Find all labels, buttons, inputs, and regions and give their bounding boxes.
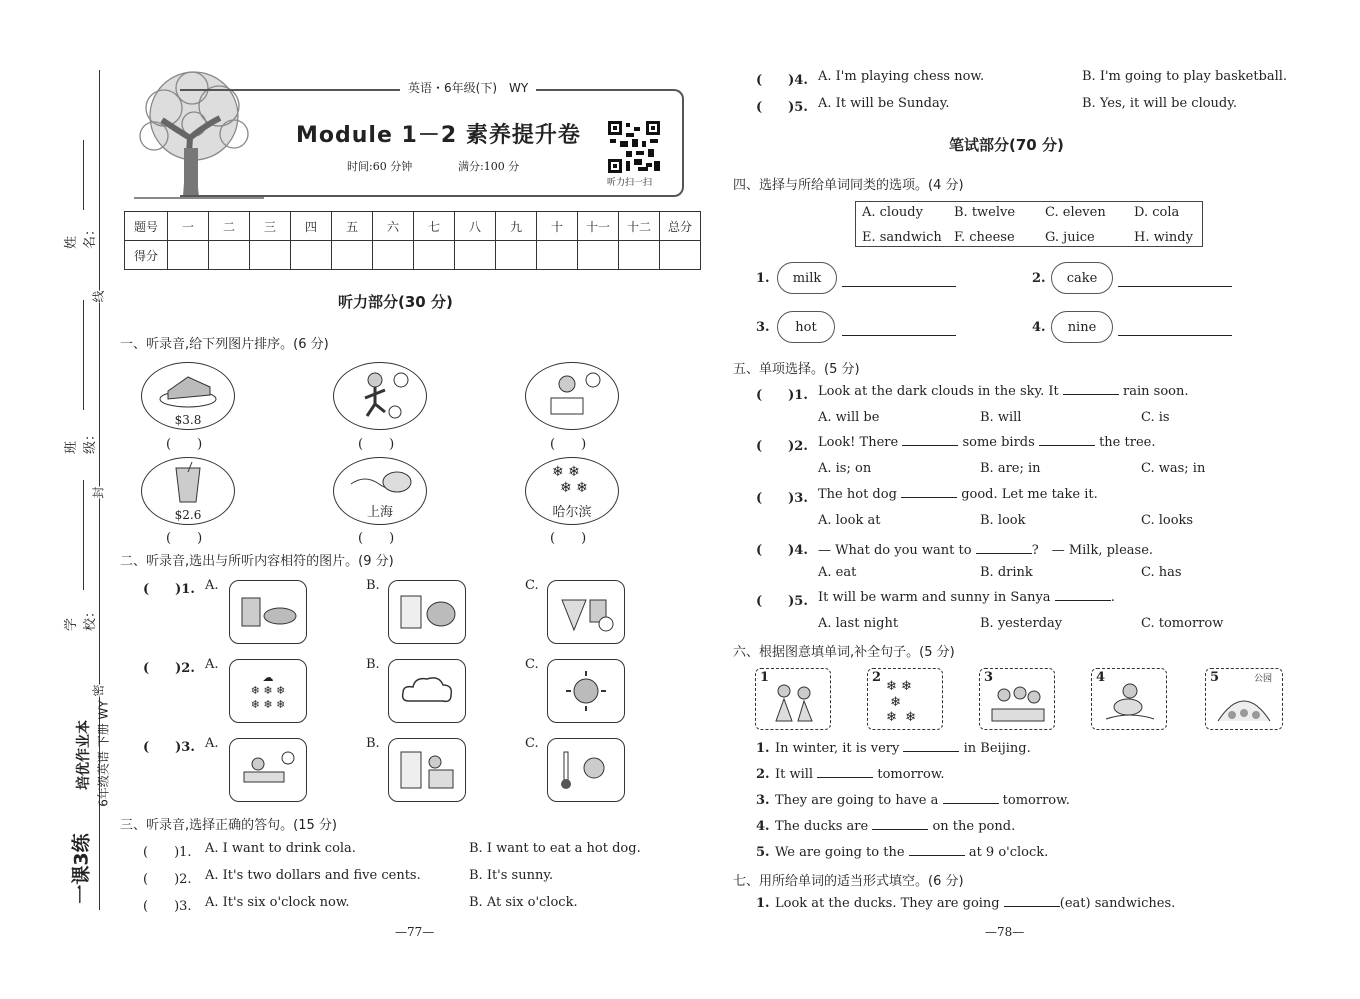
score-cell[interactable] <box>619 241 660 270</box>
choice-b[interactable]: B. yesterday <box>980 616 1063 631</box>
sentence-text: They are going to have a <box>775 793 939 808</box>
oval-shanghai-wind <box>333 457 427 525</box>
order-bracket[interactable]: ( ) <box>166 531 203 546</box>
pic-number: 2 <box>872 670 882 685</box>
choice-c[interactable]: C. is <box>1141 410 1170 425</box>
word-option: A. cloudy <box>862 205 923 220</box>
item-number: 4. <box>756 819 770 834</box>
answer-blank[interactable] <box>1118 286 1232 287</box>
score-cell[interactable] <box>168 241 209 270</box>
sentence-text: The ducks are <box>775 819 869 834</box>
option-b-label: B. <box>366 578 380 593</box>
answer-option-b[interactable]: B. Yes, it will be cloudy. <box>1082 96 1238 111</box>
answer-blank[interactable] <box>943 803 999 804</box>
sentence-text: tomorrow. <box>877 767 945 782</box>
stem-text: — What do you want to <box>818 543 972 558</box>
answer-blank[interactable] <box>1004 906 1060 907</box>
park-label: 公园 <box>1254 674 1273 684</box>
answer-option-a[interactable]: A. I'm playing chess now. <box>818 69 985 84</box>
stem-text: rain soon. <box>1123 384 1189 399</box>
score-col: 五 <box>332 212 373 241</box>
book-title: 培优作业本 <box>76 720 92 790</box>
order-bracket[interactable]: ( ) <box>550 437 587 452</box>
part6-title: 六、根据图意填单词,补全句子。(5 分) <box>733 645 955 660</box>
word-option: B. twelve <box>954 205 1016 220</box>
line-mark: 线 <box>91 290 106 303</box>
choice-a[interactable]: A. eat <box>818 565 857 580</box>
item-number: 3. <box>756 320 770 335</box>
city-label: 上海 <box>366 505 393 520</box>
oval-boy-desk <box>525 362 619 430</box>
pic-girl-hot[interactable] <box>547 738 625 802</box>
score-col: 一 <box>168 212 209 241</box>
part3-title: 三、听录音,选择正确的答句。(15 分) <box>120 818 337 833</box>
pic-milk-hamburger[interactable] <box>388 580 466 644</box>
writing-title: 笔试部分(70 分) <box>949 136 1064 154</box>
school-blank <box>83 480 84 590</box>
score-table-score-row <box>125 241 701 270</box>
pic-duck <box>1091 668 1167 730</box>
stem-text: the tree. <box>1099 435 1156 450</box>
score-col: 九 <box>496 212 537 241</box>
pic-park <box>1205 668 1283 730</box>
answer-blank[interactable] <box>1063 394 1119 395</box>
oval-sandwich <box>141 362 235 430</box>
part7-title: 七、用所给单词的适当形式填空。(6 分) <box>733 874 964 889</box>
school-label: 学校： <box>64 604 98 631</box>
word-option: E. sandwich <box>862 230 942 245</box>
item-number: 3. <box>756 793 770 808</box>
answer-blank[interactable] <box>1039 445 1095 446</box>
book-logo <box>30 700 130 905</box>
item-number: 5. <box>756 845 770 860</box>
answer-blank[interactable] <box>817 777 873 778</box>
pic-cola-hotdog[interactable] <box>229 580 307 644</box>
pic-number: 4 <box>1096 670 1106 685</box>
pic-number: 3 <box>984 670 994 685</box>
listening-title: 听力部分(30 分) <box>338 293 453 311</box>
order-bracket[interactable]: ( ) <box>550 531 587 546</box>
stem-text: . <box>1110 590 1115 605</box>
stem-text: ? — Milk, please. <box>1031 543 1154 558</box>
stem-text: Look! There <box>818 435 899 450</box>
choice-a[interactable]: A. look at <box>818 513 881 528</box>
choice-c[interactable]: C. tomorrow <box>1141 616 1224 631</box>
pic-icecream-juice[interactable] <box>547 580 625 644</box>
word-options-box <box>855 201 1203 247</box>
option-a-label: A. <box>205 736 219 751</box>
qr-code[interactable] <box>608 121 660 173</box>
part1-title: 一、听录音,给下列图片排序。(6 分) <box>120 337 329 352</box>
question-number[interactable]: ( )2. <box>143 872 192 887</box>
snowflake-icon: ❄ ❄ <box>560 480 588 496</box>
question-stem <box>818 590 1115 605</box>
score-cell[interactable] <box>209 241 250 270</box>
score-col: 十一 <box>578 212 619 241</box>
sentence <box>775 896 1175 911</box>
sentence-text: In winter, it is very <box>775 741 900 756</box>
answer-blank[interactable] <box>909 855 965 856</box>
answer-blank[interactable] <box>842 335 956 336</box>
part4-title: 四、选择与所给单词同类的选项。(4 分) <box>733 178 964 193</box>
header-time: 时间:60 分钟 <box>347 160 413 173</box>
score-table-header-row <box>125 212 701 241</box>
sentence-text: on the pond. <box>932 819 1016 834</box>
option-b-label: B. <box>366 657 380 672</box>
score-cell[interactable] <box>332 241 373 270</box>
city-label: 哈尔滨 <box>552 505 592 520</box>
question-number[interactable]: ( )2. <box>756 439 808 454</box>
name-blank <box>83 140 84 210</box>
stem-text: The hot dog <box>818 487 897 502</box>
question-number[interactable]: ( )4. <box>756 543 808 558</box>
word-cloud: hot <box>777 311 835 343</box>
word-cloud: nine <box>1051 311 1113 343</box>
score-cell[interactable] <box>660 241 701 270</box>
question-number[interactable]: ( )3. <box>143 740 195 755</box>
order-bracket[interactable]: ( ) <box>358 531 395 546</box>
option-a-label: A. <box>205 578 219 593</box>
option-a-label: A. <box>205 657 219 672</box>
answer-blank[interactable] <box>842 286 956 287</box>
oval-cola <box>141 457 235 525</box>
item-number: 2. <box>756 767 770 782</box>
sentence <box>775 845 1048 860</box>
item-number: 1. <box>756 271 770 286</box>
stem-text: some birds <box>962 435 1035 450</box>
answer-blank[interactable] <box>872 829 928 830</box>
question-stem <box>818 384 1189 399</box>
option-b-label: B. <box>366 736 380 751</box>
price-label: $2.6 <box>174 508 202 522</box>
word-cloud: cake <box>1051 262 1113 294</box>
price-label: $3.8 <box>174 413 202 427</box>
answer-option-a[interactable]: A. It's six o'clock now. <box>205 895 350 910</box>
sentence <box>775 767 945 782</box>
question-number[interactable]: ( )5. <box>756 100 808 115</box>
stem-text: good. Let me take it. <box>961 487 1098 502</box>
item-number: 2. <box>1032 271 1046 286</box>
score-cell[interactable] <box>250 241 291 270</box>
score-cell[interactable] <box>291 241 332 270</box>
qr-caption: 听力扫一扫 <box>607 178 653 188</box>
word-option: D. cola <box>1134 205 1180 220</box>
header-top-label: 英语・6年级(下) WY <box>400 79 536 96</box>
oval-harbin-snow <box>525 457 619 525</box>
score-row-label: 得分 <box>125 241 168 270</box>
choice-b[interactable]: B. look <box>980 513 1026 528</box>
answer-option-b[interactable]: B. At six o'clock. <box>469 895 578 910</box>
answer-option-b[interactable]: B. I'm going to play basketball. <box>1082 69 1288 84</box>
sentence <box>775 793 1070 808</box>
question-number[interactable]: ( )5. <box>756 594 808 609</box>
book-series: 一课3练 <box>70 833 93 904</box>
answer-blank[interactable] <box>903 751 959 752</box>
question-number[interactable]: ( )3. <box>143 899 192 914</box>
sentence-text: (eat) sandwiches. <box>1059 896 1176 911</box>
word-option: G. juice <box>1045 230 1095 245</box>
page-title: Module 1－2 素养提升卷 <box>296 123 581 148</box>
word-option: H. windy <box>1134 230 1193 245</box>
choice-b[interactable]: B. are; in <box>980 461 1041 476</box>
pic-sunny[interactable] <box>547 659 625 723</box>
score-cell[interactable] <box>496 241 537 270</box>
pic-number: 5 <box>1210 670 1220 685</box>
score-col: 十 <box>537 212 578 241</box>
stem-text: It will be warm and sunny in Sanya <box>818 590 1051 605</box>
sentence-text: We are going to the <box>775 845 905 860</box>
pic-number: 1 <box>760 670 770 685</box>
part2-title: 二、听录音,选出与所听内容相符的图片。(9 分) <box>120 554 394 569</box>
part5-title: 五、单项选择。(5 分) <box>733 362 860 377</box>
question-number[interactable]: ( )2. <box>143 661 195 676</box>
order-bracket[interactable]: ( ) <box>166 437 203 452</box>
pic-family-winter <box>755 668 831 730</box>
answer-blank[interactable] <box>1118 335 1232 336</box>
choice-b[interactable]: B. will <box>980 410 1022 425</box>
question-number[interactable]: ( )1. <box>143 845 192 860</box>
sentence <box>775 741 1031 756</box>
choice-a[interactable]: A. will be <box>818 410 880 425</box>
pic-girl-beach[interactable] <box>229 738 307 802</box>
pic-picnic <box>979 668 1055 730</box>
option-c-label: C. <box>525 578 539 593</box>
word-cloud: milk <box>777 262 837 294</box>
answer-option-a[interactable]: A. I want to drink cola. <box>205 841 356 856</box>
book-subtitle: 6年级英语 下册 WY <box>96 700 111 807</box>
page-number-right: —78— <box>985 925 1025 939</box>
seal-mark: 封 <box>91 486 106 499</box>
choice-b[interactable]: B. drink <box>980 565 1033 580</box>
sentence-text: in Beijing. <box>963 741 1031 756</box>
page-number-left: —77— <box>395 925 435 939</box>
choice-a[interactable]: A. last night <box>818 616 899 631</box>
choice-c[interactable]: C. has <box>1141 565 1182 580</box>
score-col: 八 <box>455 212 496 241</box>
snowflake-icon: ☁ ❄ ❄ ❄ ❄ ❄ ❄ <box>250 671 286 711</box>
score-col: 总分 <box>660 212 701 241</box>
word-option: F. cheese <box>954 230 1015 245</box>
choice-a[interactable]: A. is; on <box>818 461 872 476</box>
score-col: 二 <box>209 212 250 241</box>
score-row-label: 题号 <box>125 212 168 241</box>
score-col: 四 <box>291 212 332 241</box>
class-blank <box>83 300 84 410</box>
score-cell[interactable] <box>578 241 619 270</box>
answer-blank[interactable] <box>901 497 957 498</box>
score-cell[interactable] <box>455 241 496 270</box>
score-cell[interactable] <box>373 241 414 270</box>
question-stem <box>818 487 1098 502</box>
answer-option-a[interactable]: A. It will be Sunday. <box>818 96 950 111</box>
choice-c[interactable]: C. looks <box>1141 513 1194 528</box>
question-number[interactable]: ( )1. <box>143 582 195 597</box>
answer-blank[interactable] <box>976 553 1032 554</box>
answer-option-b[interactable]: B. I want to eat a hot dog. <box>469 841 641 856</box>
option-c-label: C. <box>525 657 539 672</box>
order-bracket[interactable]: ( ) <box>358 437 395 452</box>
sentence-text: at 9 o'clock. <box>968 845 1049 860</box>
class-label: 班级： <box>64 427 98 454</box>
sentence-text: tomorrow. <box>1002 793 1070 808</box>
score-cell[interactable] <box>414 241 455 270</box>
score-col: 十二 <box>619 212 660 241</box>
item-number: 1. <box>756 896 770 911</box>
oval-boy-football <box>333 362 427 430</box>
score-col: 六 <box>373 212 414 241</box>
pic-boy-room[interactable] <box>388 738 466 802</box>
pic-snowy <box>867 668 943 730</box>
snowflake-icon: ❄ ❄ ❄ ❄ ❄ <box>886 679 917 726</box>
score-table <box>124 211 701 270</box>
word-option: C. eleven <box>1045 205 1106 220</box>
question-number[interactable]: ( )4. <box>756 73 808 88</box>
answer-blank[interactable] <box>902 445 958 446</box>
name-label: 姓名： <box>64 222 98 249</box>
sentence-text: Look at the ducks. They are going <box>775 896 1000 911</box>
choice-c[interactable]: C. was; in <box>1141 461 1206 476</box>
score-col: 七 <box>414 212 455 241</box>
answer-option-a[interactable]: A. It's two dollars and five cents. <box>205 868 421 883</box>
sentence <box>775 819 1015 834</box>
answer-blank[interactable] <box>1055 600 1111 601</box>
pic-cloudy[interactable] <box>388 659 466 723</box>
snowflake-icon: ❄ ❄ <box>552 464 580 480</box>
sentence-text: It will <box>775 767 814 782</box>
answer-option-b[interactable]: B. It's sunny. <box>469 868 554 883</box>
item-number: 4. <box>1032 320 1046 335</box>
score-col: 三 <box>250 212 291 241</box>
header-score: 满分:100 分 <box>458 160 520 173</box>
pic-snow[interactable] <box>229 659 307 723</box>
item-number: 1. <box>756 741 770 756</box>
fold-mark: 密 <box>91 684 106 697</box>
stem-text: Look at the dark clouds in the sky. It <box>818 384 1059 399</box>
option-c-label: C. <box>525 736 539 751</box>
question-number[interactable]: ( )1. <box>756 388 808 403</box>
score-cell[interactable] <box>537 241 578 270</box>
question-number[interactable]: ( )3. <box>756 491 808 506</box>
question-stem <box>818 539 1153 558</box>
question-stem <box>818 435 1155 450</box>
